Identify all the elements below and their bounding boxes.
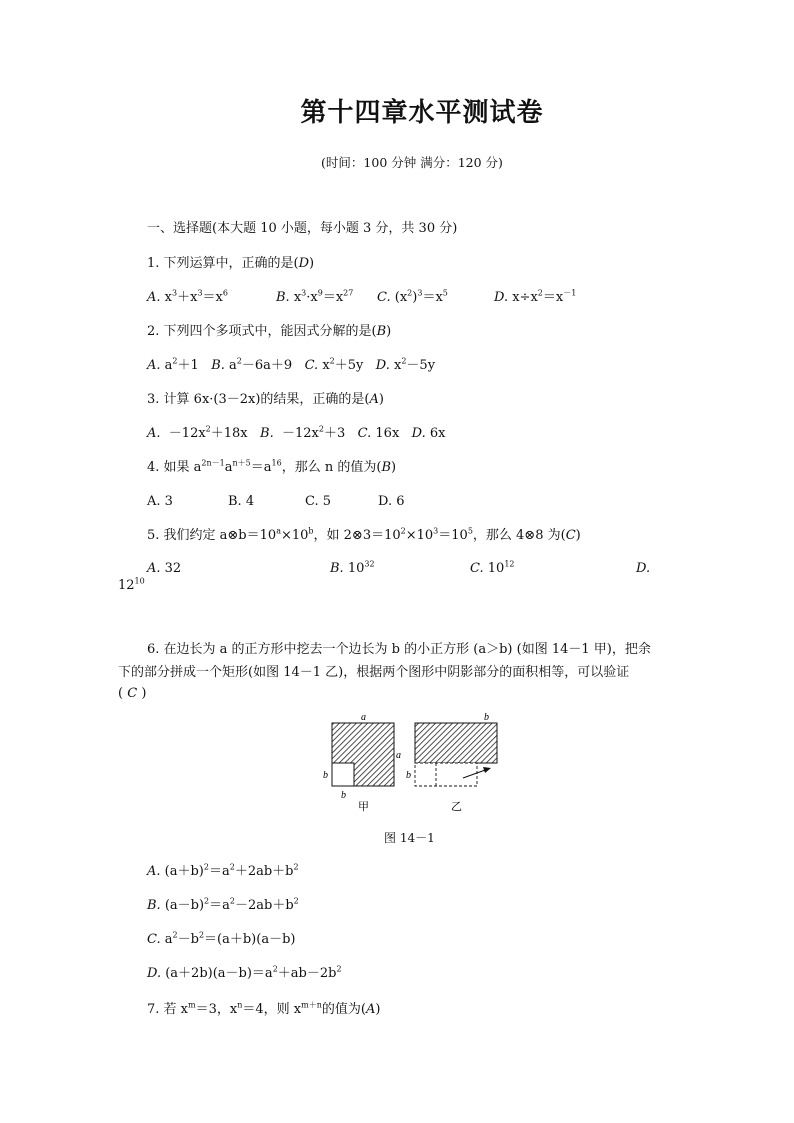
yi-label-b-top: b xyxy=(484,712,489,723)
yi-caption: 乙 xyxy=(451,800,462,813)
jia-label-b-left: b xyxy=(323,770,328,781)
q1-option-b: B. $x^3\cdot x^9=x^{27}$ xyxy=(276,288,354,305)
q1-answer: D xyxy=(298,256,310,271)
q5-option-d: D. xyxy=(636,561,651,576)
q1-option-a: A. $x^3+x^3=x^6$ xyxy=(147,288,228,305)
q5-option-b: B. $10^{32}$ xyxy=(330,559,375,576)
question-1: 1. 下列运算中，正确的是(D) xyxy=(147,256,315,271)
jia-label-a-side: a xyxy=(396,750,401,761)
jia-label-a-top: a xyxy=(361,712,366,723)
q1-stem: 1. 下列运算中，正确的是( xyxy=(147,256,299,271)
q1-option-c: C. $(x^2)^3=x^5$ xyxy=(377,288,448,305)
q2-options: A. $a^2+1$ B. $a^2-6a+9$ C. $x^2+5y$ D. $x^2-5y$ xyxy=(147,356,436,373)
q6-line-2: 下的部分拼成一个矩形(如图 14－1 乙)，根据两个图形中阴影部分的面积相等，可以验证 xyxy=(118,665,630,680)
q5-answer: C xyxy=(565,528,576,543)
q4-option-d: D. 6 xyxy=(378,494,405,509)
jia-caption: 甲 xyxy=(358,800,369,813)
figure-caption: 图 14－1 xyxy=(384,831,435,845)
q6-option-a: A. $(a+b)^2=a^2+2ab+b^2$ xyxy=(147,862,299,879)
question-5: 5. 我们约定 $a\otimes b=10^a\times 10^b$，如 $2\otimes 3=10^2\times 10^3=10^5$，那么 4⊗8 为(C) xyxy=(147,526,581,543)
q4-option-a: A. 3 xyxy=(147,494,173,509)
yi-label-b-left: b xyxy=(406,770,411,781)
figure-14-1 xyxy=(318,710,508,820)
page-title: 第十四章水平测试卷 xyxy=(300,98,544,128)
q4-option-c: C. 5 xyxy=(305,494,332,509)
q7-answer: A xyxy=(365,1002,376,1017)
question-4: 4. 如果 $a^{2n-1}a^{n+5}=a^{16}$，那么 n 的值为(B) xyxy=(147,458,397,475)
q5-option-d-value: $12^{10}$ xyxy=(118,576,145,593)
q6-option-c: C. $a^2-b^2=(a+b)(a-b)$ xyxy=(147,930,296,947)
yi-dashed-strip xyxy=(415,763,477,786)
q4-answer: B xyxy=(381,460,392,475)
jia-label-b-bottom: b xyxy=(341,790,346,801)
question-3: 3. 计算 6x·(3－2x)的结果，正确的是(A) xyxy=(147,392,384,407)
q3-answer: A xyxy=(369,392,379,407)
q6-option-d: D. $(a+2b)(a-b)=a^2+ab-2b^2$ xyxy=(147,964,342,981)
q5-option-c: C. $10^{12}$ xyxy=(470,559,515,576)
jia-small-square xyxy=(332,763,354,786)
q6-line-3: ( C ) xyxy=(118,686,147,701)
figure-yi xyxy=(406,712,497,813)
question-7: 7. 若 $x^m=3$，$x^n=4$，则 $x^{m+n}$的值为(A) xyxy=(147,1000,381,1017)
q2-answer: B xyxy=(376,324,387,339)
q6-option-b: B. $(a-b)^2=a^2-2ab+b^2$ xyxy=(147,896,299,913)
yi-shaded-rect xyxy=(415,723,497,763)
figure-jia xyxy=(323,712,401,813)
page-subtitle: (时间：100 分钟 满分：120 分) xyxy=(321,155,503,170)
section-heading: 一、选择题(本大题 10 小题，每小题 3 分，共 30 分) xyxy=(147,221,458,236)
q6-line-1: 6. 在边长为 a 的正方形中挖去一个边长为 b 的小正方形 (a＞b) (如图 14－1 甲)，把余 xyxy=(147,642,651,657)
question-2: 2. 下列四个多项式中，能因式分解的是(B) xyxy=(147,324,392,339)
q3-options: A. $-12x^2+18x$ B. $-12x^2+3$ C. 16x D. 6x xyxy=(147,424,446,441)
q6-answer: C xyxy=(127,686,138,701)
q5-option-a: A. 32 xyxy=(147,561,182,576)
q1-option-d: D. $x\div x^2=x^{-1}$ xyxy=(494,288,577,305)
q4-option-b: B. 4 xyxy=(228,494,255,509)
